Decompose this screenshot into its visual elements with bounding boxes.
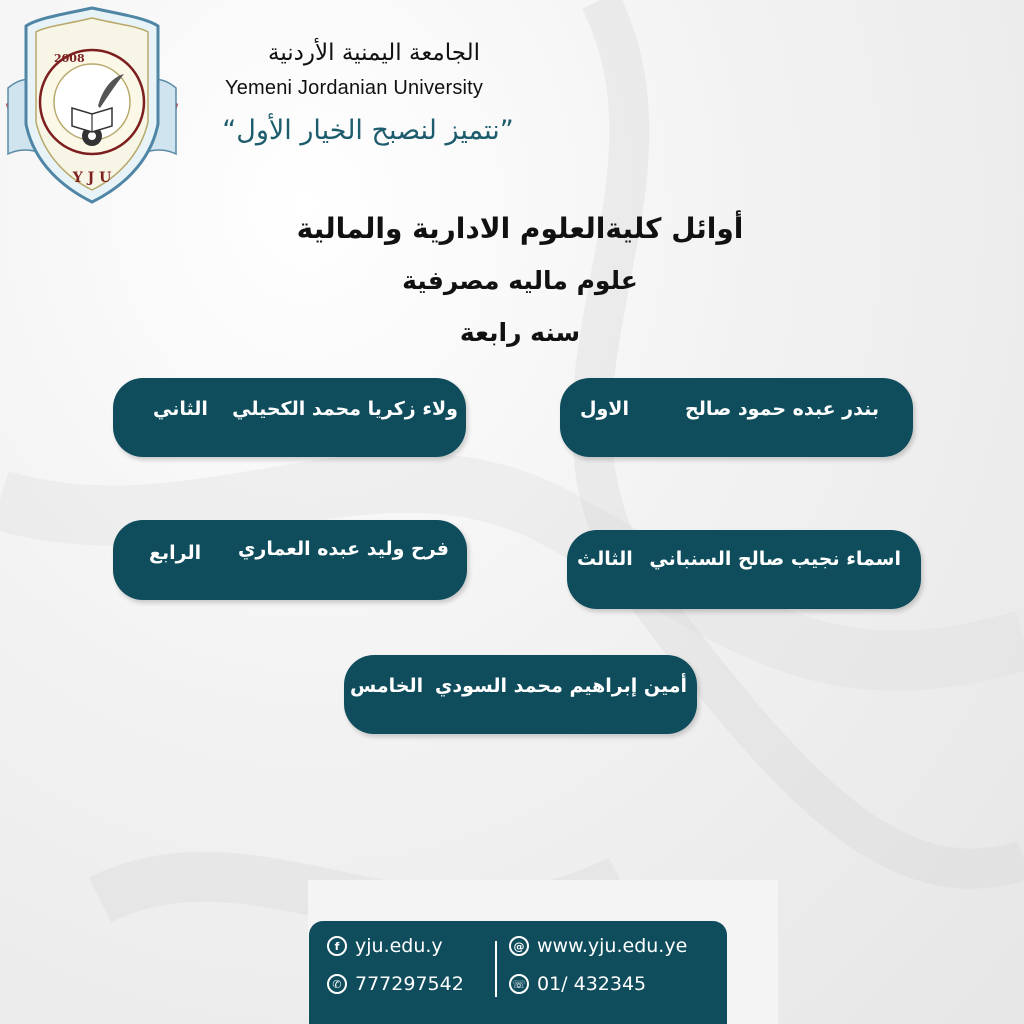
student-card-fourth [113, 520, 467, 600]
student-name: اسماء نجيب صالح السنباني [649, 548, 901, 570]
phone-link[interactable] [509, 973, 646, 995]
student-rank: الثالث [577, 548, 633, 570]
university-name-english: Yemeni Jordanian University [225, 77, 484, 99]
student-card-second [113, 378, 466, 457]
department-title: علوم ماليه مصرفية [402, 266, 638, 295]
student-card-first [560, 378, 913, 457]
whatsapp-number: 777297542 [355, 973, 464, 995]
phone-number: 01/ 432345 [537, 973, 647, 995]
student-card-fifth [344, 655, 697, 734]
footer-divider [495, 941, 497, 997]
website-url: www.yju.edu.ye [537, 935, 688, 957]
whatsapp-icon: ✆ [327, 974, 347, 994]
student-name: ولاء زكريا محمد الكحيلي [232, 398, 458, 420]
facebook-handle: yju.edu.y [355, 935, 443, 957]
university-logo [4, 4, 180, 204]
contact-footer [309, 921, 727, 1024]
student-name: بندر عبده حمود صالح [685, 398, 879, 420]
facebook-icon: f [327, 936, 347, 956]
student-name: أمين إبراهيم محمد السودي [434, 675, 687, 697]
year-title: سنه رابعة [459, 318, 581, 347]
university-slogan: ”نتميز لنصبح الخيار الأول“ [222, 115, 514, 146]
phone-icon: ☏ [509, 974, 529, 994]
faculty-title: أوائل كليةالعلوم الادارية والمالية [296, 212, 744, 245]
svg-text:2008: 2008 [54, 52, 85, 65]
student-name: فرح وليد عبده العماري [238, 538, 449, 560]
website-link[interactable] [509, 935, 687, 957]
student-rank: الخامس [350, 675, 424, 697]
whatsapp-link[interactable] [327, 973, 464, 995]
student-rank: الرابع [149, 542, 202, 564]
student-card-third [567, 530, 921, 609]
student-rank: الاول [580, 398, 629, 420]
university-name-arabic: الجامعة اليمنية الأردنية [268, 40, 480, 66]
student-rank: الثاني [153, 398, 208, 420]
web-icon: @ [509, 936, 529, 956]
facebook-link[interactable] [327, 935, 443, 957]
svg-text:Y J U: Y J U [72, 170, 112, 186]
